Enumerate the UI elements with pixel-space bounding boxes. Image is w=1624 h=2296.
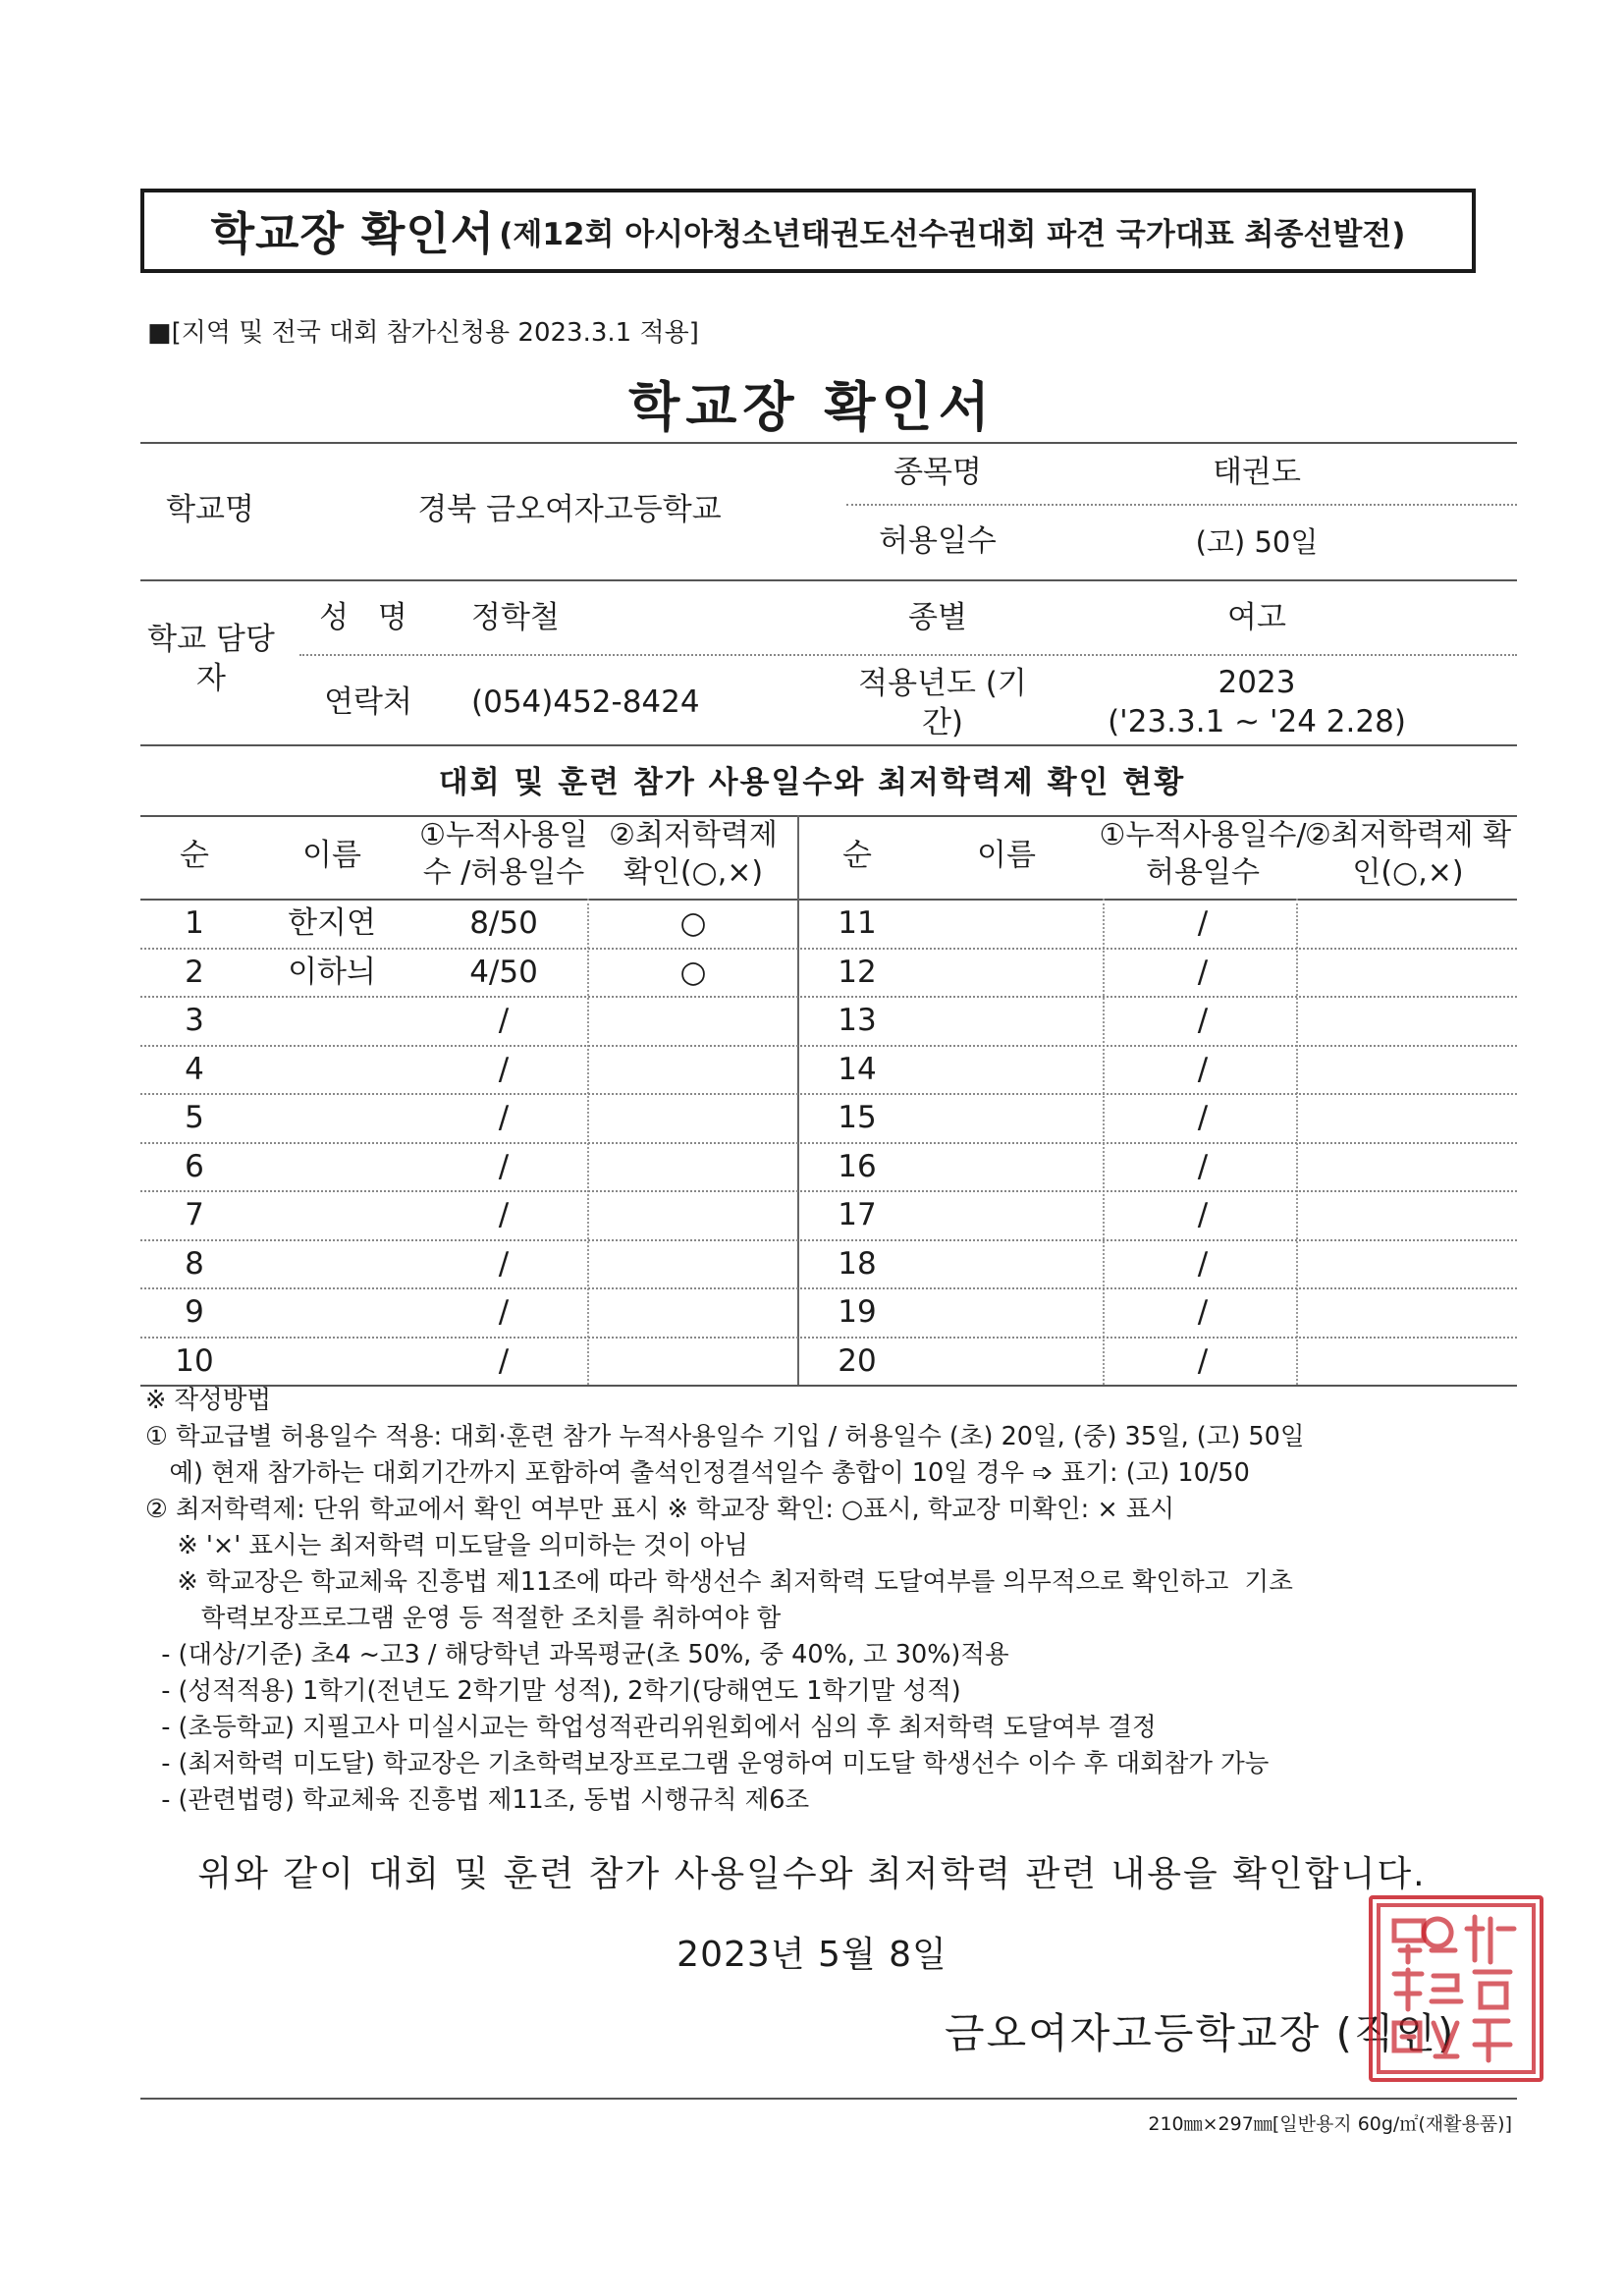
official-seal [1369, 1895, 1543, 2082]
cell-right-no: 13 [838, 1003, 877, 1038]
seal-icon [1373, 1899, 1540, 2078]
allowed-days-label: 허용일수 [879, 523, 997, 559]
category-value: 여고 [1227, 600, 1286, 635]
cell-left-days: / [498, 1100, 510, 1135]
note-line: - (성적적용) 1학기(전년도 2학기말 성적), 2학기(당해연도 1학기말 성적) [145, 1676, 961, 1706]
table-center-divider [797, 815, 799, 1385]
header-days-right: ①누적사용일수/ 허용일수 [1099, 818, 1307, 891]
cell-right-no: 12 [838, 954, 877, 990]
cell-left-check: ○ [679, 954, 707, 990]
cell-right-no: 17 [838, 1197, 877, 1232]
table-row-divider [140, 1093, 1517, 1095]
cell-left-days: 8/50 [469, 905, 538, 941]
name-value: 정학철 [471, 600, 560, 635]
cell-right-days: / [1197, 1294, 1209, 1330]
paper-spec: 210㎜×297㎜[일반용지 60g/㎡(재활용품)] [1148, 2113, 1512, 2135]
principal-signature: 금오여자고등학교장 (직인) [945, 2009, 1456, 2057]
cell-right-days: / [1197, 1051, 1209, 1087]
cell-right-no: 15 [838, 1100, 877, 1135]
table-row-divider [140, 1190, 1517, 1192]
cell-left-days: / [498, 1197, 510, 1232]
cell-right-days: / [1197, 1003, 1209, 1038]
note-line: ※ 작성방법 [145, 1386, 272, 1415]
cell-left-days: 4/50 [469, 954, 538, 990]
manager-label: 학교 담당자 [147, 622, 275, 696]
header-name-left: 이름 [302, 838, 361, 873]
cell-right-days: / [1197, 1148, 1209, 1184]
cell-right-no: 11 [838, 905, 877, 941]
cell-right-days: / [1197, 1197, 1209, 1232]
footer-border [140, 2098, 1517, 2100]
status-section-title: 대회 및 훈련 참가 사용일수와 최저학력제 확인 현황 [438, 765, 1186, 800]
period-value: ('23.3.1 ~ '24 2.28) [1108, 704, 1406, 739]
note-line: 학력보장프로그램 운영 등 적절한 조치를 취하여야 함 [145, 1604, 782, 1633]
cell-right-no: 18 [838, 1245, 877, 1282]
info-divider [140, 579, 1517, 581]
info-divider [846, 504, 1517, 506]
cell-left-name: 한지연 [288, 905, 376, 941]
note-line: - (관련법령) 학교체육 진흥법 제11조, 동법 시행규칙 제6조 [145, 1785, 810, 1815]
event-label: 종목명 [893, 455, 982, 490]
header-name-right: 이름 [977, 838, 1036, 873]
name-label: 성 명 [319, 600, 417, 635]
document-title: 학교장 확인서 [628, 376, 996, 438]
header-subtitle: (제12회 아시아청소년태권도선수권대회 파견 국가대표 최종선발전) [499, 216, 1406, 252]
allowed-days-value: (고) 50일 [1195, 525, 1319, 559]
cell-left-no: 5 [185, 1100, 204, 1135]
cell-left-no: 10 [175, 1342, 214, 1379]
cell-right-no: 19 [838, 1294, 877, 1330]
note-line: ① 학교급별 허용일수 적용: 대회·훈련 참가 누적사용일수 기입 / 허용일수 (초) 20일, (중) 35일, (고) 50일 [145, 1422, 1305, 1451]
application-note: ■[지역 및 전국 대회 참가신청용 2023.3.1 적용] [147, 318, 699, 348]
note-line: ※ 학교장은 학교체육 진흥법 제11조에 따라 학생선수 최저학력 도달여부를 의무적으로 확인하고 기초 [145, 1567, 1293, 1597]
info-divider [299, 654, 1517, 656]
info-bottom-border [140, 744, 1517, 746]
cell-right-days: / [1197, 1342, 1209, 1379]
table-row-divider [140, 1045, 1517, 1047]
school-label: 학교명 [166, 492, 254, 527]
year-value: 2023 [1218, 665, 1296, 700]
cell-left-check: ○ [679, 905, 707, 941]
table-row-divider [140, 1239, 1517, 1241]
cell-right-days: / [1197, 954, 1209, 990]
cell-left-no: 3 [185, 1003, 204, 1038]
cell-left-days: / [498, 1342, 510, 1379]
note-line: ※ '×' 표시는 최저학력 미도달을 의미하는 것이 아님 [145, 1531, 748, 1560]
school-value: 경북 금오여자고등학교 [417, 492, 722, 527]
cell-right-no: 16 [838, 1148, 877, 1184]
table-row-divider [140, 948, 1517, 950]
cell-left-no: 7 [185, 1197, 204, 1232]
cell-left-no: 4 [185, 1051, 204, 1087]
confirmation-text: 위와 같이 대회 및 훈련 참가 사용일수와 최저학력 관련 내용을 확인합니다. [197, 1854, 1427, 1894]
header-days-left: ①누적사용일수 /허용일수 [419, 818, 588, 891]
issue-date: 2023년 5월 8일 [677, 1935, 947, 1975]
header-check-right: ②최저학력제 확인(○,×) [1304, 818, 1512, 891]
header-no-left: 순 [180, 838, 209, 873]
table-row-divider [140, 1287, 1517, 1289]
cell-left-no: 2 [185, 954, 204, 990]
cell-left-no: 8 [185, 1245, 204, 1282]
cell-left-no: 6 [185, 1148, 204, 1184]
category-label: 종별 [908, 600, 967, 635]
cell-left-days: / [498, 1003, 510, 1038]
cell-left-days: / [498, 1245, 510, 1282]
note-line: - (대상/기준) 초4 ~고3 / 해당학년 과목평균(초 50%, 중 40%, 고 30%)적용 [145, 1640, 1009, 1669]
note-line: - (최저학력 미도달) 학교장은 기초학력보장프로그램 운영하여 미도달 학생선수 이수 후 대회참가 가능 [145, 1749, 1270, 1778]
table-row-divider [140, 996, 1517, 998]
cell-left-no: 1 [185, 905, 204, 941]
cell-right-days: / [1197, 1245, 1209, 1282]
table-row-divider [140, 1337, 1517, 1339]
info-top-border [140, 442, 1517, 444]
writing-instructions [145, 1383, 1520, 1819]
header-no-right: 순 [842, 838, 872, 873]
contact-value: (054)452-8424 [471, 684, 700, 720]
cell-left-days: / [498, 1294, 510, 1330]
cell-right-days: / [1197, 905, 1209, 941]
note-line: ② 최저학력제: 단위 학교에서 확인 여부만 표시 ※ 학교장 확인: ○표시, 학교장 미확인: × 표시 [145, 1495, 1175, 1524]
cell-right-days: / [1197, 1100, 1209, 1135]
cell-left-days: / [498, 1051, 510, 1087]
cell-left-name: 이하늬 [288, 954, 376, 990]
document-header [140, 189, 1476, 273]
cell-right-no: 14 [838, 1051, 877, 1087]
year-label: 적용년도 (기간) [858, 666, 1027, 741]
note-line: - (초등학교) 지필고사 미실시교는 학업성적관리위원회에서 심의 후 최저학력 도달여부 결정 [145, 1713, 1157, 1742]
table-header-border [140, 899, 1517, 901]
note-line: 예) 현재 참가하는 대회기간까지 포함하여 출석인정결석일수 총합이 10일 경우 ➩ 표기: (고) 10/50 [145, 1458, 1250, 1488]
event-value: 태권도 [1213, 455, 1301, 490]
cell-left-no: 9 [185, 1294, 204, 1330]
cell-left-days: / [498, 1148, 510, 1184]
table-row-divider [140, 1142, 1517, 1144]
cell-right-no: 20 [838, 1342, 877, 1379]
header-title: 학교장 확인서 [210, 207, 496, 260]
contact-label: 연락처 [324, 684, 412, 720]
header-check-left: ②최저학력제 확인(○,×) [609, 818, 778, 891]
